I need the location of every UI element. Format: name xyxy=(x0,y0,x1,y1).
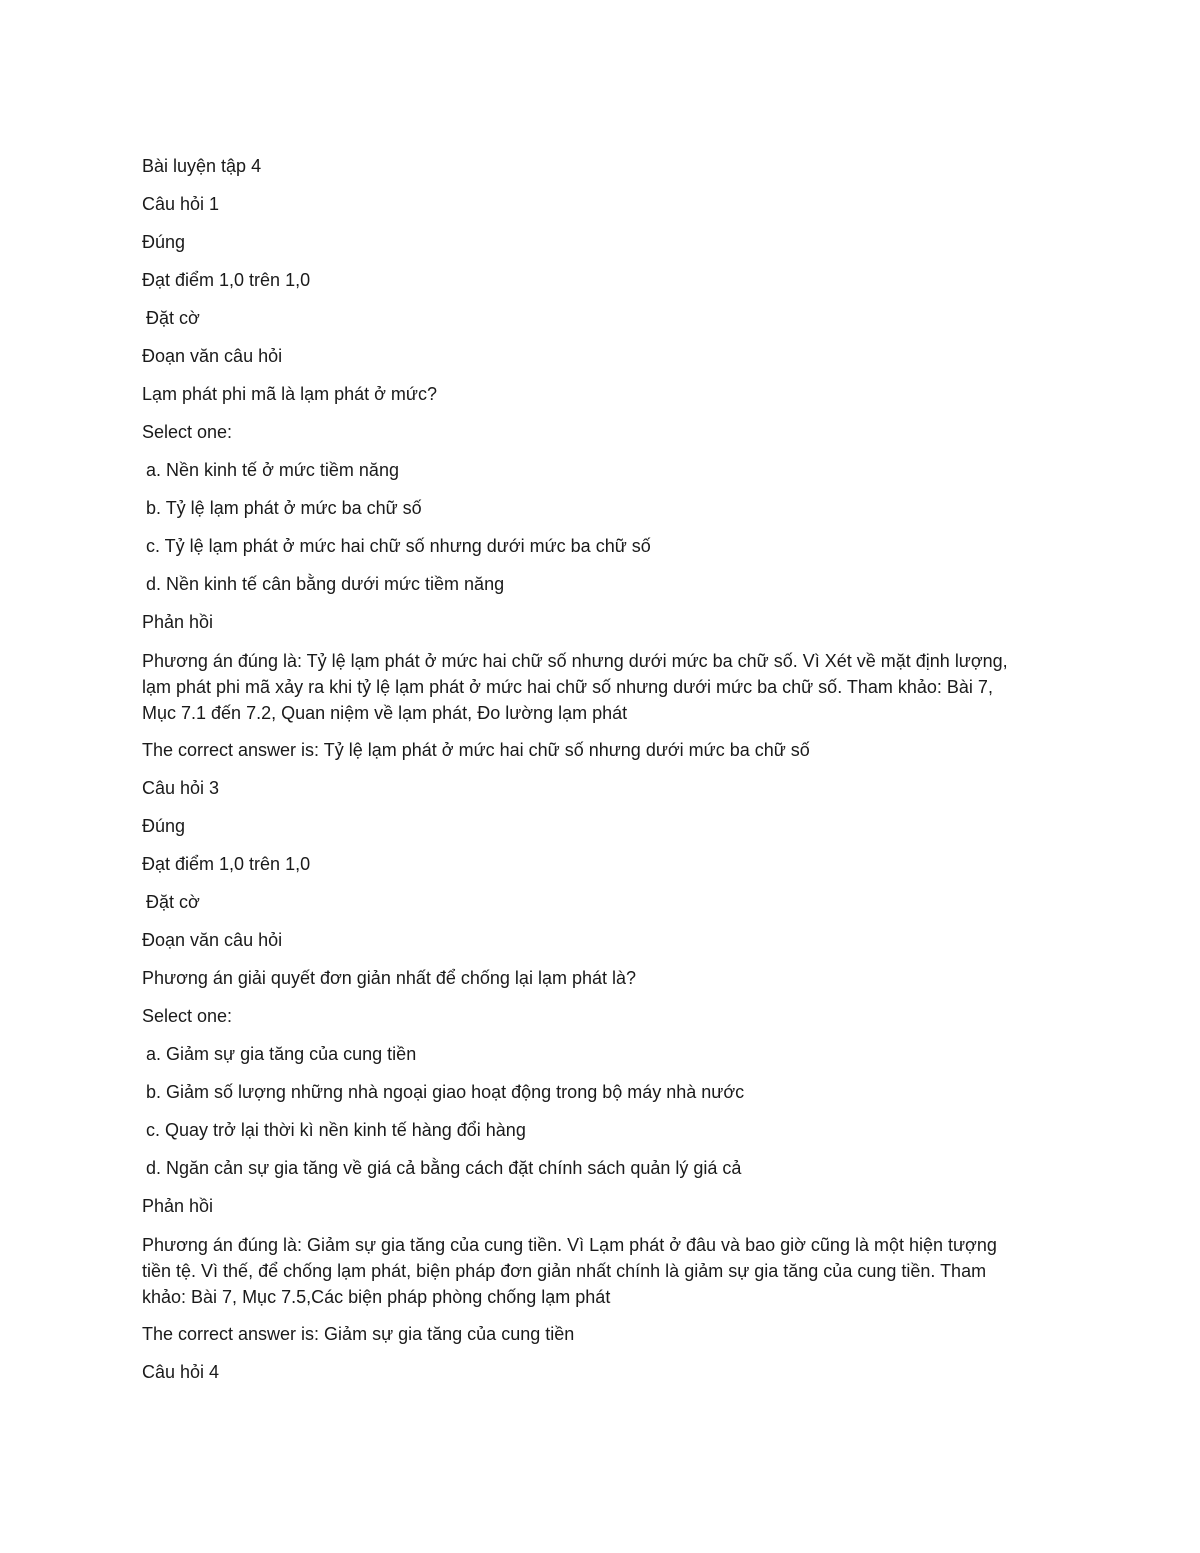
next-question-heading: Câu hỏi 4 xyxy=(142,1362,220,1382)
flag-question-link[interactable]: Đặt cờ xyxy=(146,892,200,912)
question-block xyxy=(142,776,1042,1347)
answer-option[interactable]: b. Tỷ lệ lạm phát ở mức ba chữ số xyxy=(146,498,422,518)
question-heading: Câu hỏi 3 xyxy=(142,778,220,798)
answer-option[interactable]: a. Giảm sự gia tăng của cung tiền xyxy=(146,1044,417,1064)
flag-question-link[interactable]: Đặt cờ xyxy=(146,308,200,328)
feedback-text: Phương án đúng là: Giảm sự gia tăng của cung tiền. Vì Lạm phát ở đâu và bao giờ cũng là một hiện tượng tiền tệ. Vì thế, để chống lạm phát, biện pháp đơn giản nhất chính là giảm sự gia tăng của cung tiền. Tham khảo: Bài 7, Mục 7.5,Các biện pháp phòng chống lạm phát xyxy=(142,1235,997,1307)
question-score: Đạt điểm 1,0 trên 1,0 xyxy=(142,854,311,874)
feedback-label: Phản hồi xyxy=(142,1196,214,1216)
question-text: Phương án giải quyết đơn giản nhất để chống lại lạm phát là? xyxy=(142,968,636,988)
document-content xyxy=(142,154,1042,1398)
question-status: Đúng xyxy=(142,816,186,836)
question-text-label: Đoạn văn câu hỏi xyxy=(142,346,283,366)
answer-option[interactable]: b. Giảm số lượng những nhà ngoại giao hoạt động trong bộ máy nhà nước xyxy=(146,1082,745,1102)
question-block xyxy=(142,192,1042,763)
answer-option[interactable]: d. Ngăn cản sự gia tăng về giá cả bằng cách đặt chính sách quản lý giá cả xyxy=(146,1158,742,1178)
document-title: Bài luyện tập 4 xyxy=(142,156,262,176)
question-score: Đạt điểm 1,0 trên 1,0 xyxy=(142,270,311,290)
question-text-label: Đoạn văn câu hỏi xyxy=(142,930,283,950)
question-text: Lạm phát phi mã là lạm phát ở mức? xyxy=(142,384,437,404)
correct-answer: The correct answer is: Giảm sự gia tăng của cung tiền xyxy=(142,1324,575,1344)
select-prompt: Select one: xyxy=(142,422,233,442)
answer-option[interactable]: c. Tỷ lệ lạm phát ở mức hai chữ số nhưng dưới mức ba chữ số xyxy=(146,536,651,556)
select-prompt: Select one: xyxy=(142,1006,233,1026)
answer-option[interactable]: d. Nền kinh tế cân bằng dưới mức tiềm năng xyxy=(146,574,505,594)
question-status: Đúng xyxy=(142,232,186,252)
answer-option[interactable]: c. Quay trở lại thời kì nền kinh tế hàng đổi hàng xyxy=(146,1120,526,1140)
correct-answer: The correct answer is: Tỷ lệ lạm phát ở mức hai chữ số nhưng dưới mức ba chữ số xyxy=(142,740,810,760)
answer-option[interactable]: a. Nền kinh tế ở mức tiềm năng xyxy=(146,460,399,480)
feedback-label: Phản hồi xyxy=(142,612,214,632)
feedback-text: Phương án đúng là: Tỷ lệ lạm phát ở mức hai chữ số nhưng dưới mức ba chữ số. Vì Xét về mặt định lượng, lạm phát phi mã xảy ra khi tỷ lệ lạm phát ở mức hai chữ số nhưng dưới mức ba chữ số. Tham khảo: Bài 7, Mục 7.1 đến 7.2, Quan niệm về lạm phát, Đo lường lạm phát xyxy=(142,651,1008,723)
question-heading: Câu hỏi 1 xyxy=(142,194,220,214)
